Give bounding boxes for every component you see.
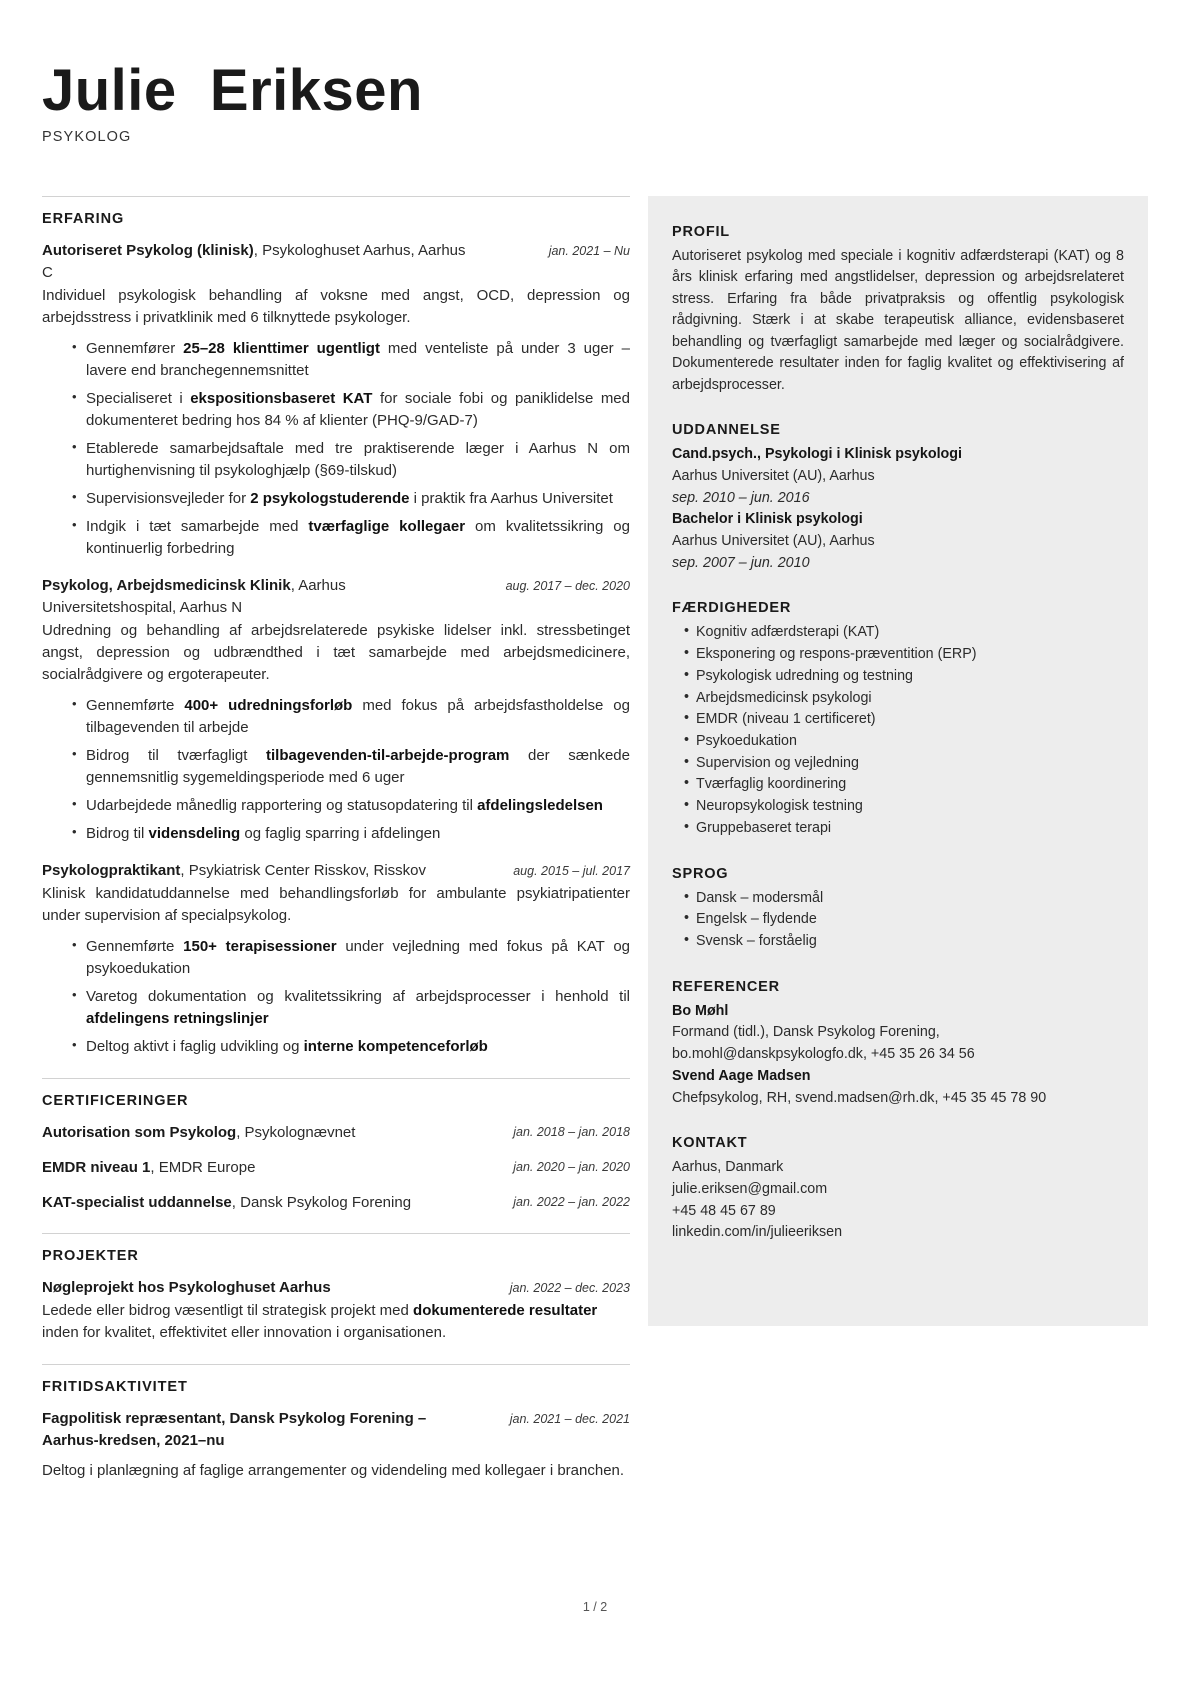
education-school: Aarhus Universitet (AU), Aarhus (672, 467, 875, 484)
sidebar-block-references (672, 979, 1124, 1110)
contact-line: +45 48 45 67 89 (672, 1202, 776, 1219)
entry-bullet: • Indgik i tæt samarbejde med tværfaglige kollegaer om kvalitetssikring og kontinuerlig forbedring (72, 516, 630, 560)
sidebar-block-contact (672, 1135, 1124, 1244)
main-column (42, 196, 630, 1502)
education-degree: Bachelor i Klinisk psykologi (672, 511, 863, 528)
skill-item: • Psykologisk udredning og testning (684, 666, 1124, 688)
job-title: PSYKOLOG (42, 129, 132, 145)
entry-bullet: • Specialiseret i ekspositionsbaseret KAT for sociale fobi og paniklidelse med dokumenteret bedring hos 84 % af klienter (PHQ-9/GAD-7) (72, 388, 630, 432)
section-title-projects: PROJEKTER (42, 1248, 139, 1265)
section-leisure (42, 1364, 630, 1482)
leisure-description: Deltog i planlægning af faglige arrangementer og videndeling med kollegaer i branchen. (42, 1461, 625, 1479)
leisure-title: Fagpolitisk repræsentant, Dansk Psykolog Forening – Aarhus-kredsen, 2021–nu (42, 1410, 427, 1449)
skill-item: • Arbejdsmedicinsk psykologi (684, 688, 1124, 710)
entry-bullet: • Supervisionsvejleder for 2 psykologstuderende i praktik fra Aarhus Universitet (72, 488, 630, 510)
leisure-entries (42, 1408, 630, 1482)
experience-entry (42, 575, 630, 845)
section-title-certifications: CERTIFICERINGER (42, 1093, 189, 1110)
entry-description: Klinisk kandidatuddannelse med behandlingsforløb for ambulante psykiatripatienter under supervision af specialpsykolog. (42, 884, 630, 924)
section-experience (42, 196, 630, 1058)
sidebar-block-education (672, 422, 1124, 574)
project-description: Ledede eller bidrog væsentligt til strategisk projekt med dokumenterede resultater inden for kvalitet, effektivitet eller innovation i organisationen. (42, 1302, 598, 1342)
entry-heading (42, 1277, 630, 1299)
section-divider (42, 1078, 630, 1079)
skill-item: • Kognitiv adfærdsterapi (KAT) (684, 622, 1124, 644)
certification-title: KAT-specialist uddannelse (42, 1193, 232, 1211)
sidebar-title-contact: KONTAKT (672, 1135, 748, 1152)
entry-subtitle: , Psykiatrisk Center Risskov, Risskov (180, 861, 426, 879)
skills-list (672, 622, 1124, 839)
languages-list (672, 888, 1124, 953)
entry-heading (42, 1408, 630, 1452)
entry-title: Autoriseret Psykolog (klinisk) (42, 242, 254, 259)
skill-item: • Neuropsykologisk testning (684, 796, 1124, 818)
entry-bullet-list (42, 936, 630, 1058)
contact-line: Aarhus, Danmark (672, 1159, 784, 1176)
entry-bullet: • Varetog dokumentation og kvalitetssikring af arbejdsprocesser i henhold til afdelingens retningslinjer (72, 986, 630, 1030)
entry-date: aug. 2015 – jul. 2017 (513, 863, 630, 878)
entry-bullet: • Gennemførte 150+ terapisessioner under vejledning med fokus på KAT og psykoedukation (72, 936, 630, 980)
reference-name: Svend Aage Madsen (672, 1067, 811, 1084)
section-divider (42, 1233, 630, 1234)
sidebar-title-languages: SPROG (672, 865, 729, 882)
skill-item: • Supervision og vejledning (684, 753, 1124, 775)
sidebar-title-profile: PROFIL (672, 224, 730, 240)
certification-row (42, 1122, 630, 1144)
section-certifications (42, 1078, 630, 1213)
language-item: • Dansk – modersmål (684, 888, 1124, 910)
entry-description: Udredning og behandling af arbejdsrelaterede psykiske lidelser inkl. stressbetinget angst, depression og udbrændthed i tæt samarbejde med arbejdsmedicinere, socialrådgivere og ergoterapeuter. (42, 621, 630, 683)
certification-date: jan. 2018 – jan. 2018 (513, 1125, 630, 1140)
language-item: • Svensk – forståelig (684, 931, 1124, 953)
entry-heading (42, 240, 630, 284)
skill-item: • EMDR (niveau 1 certificeret) (684, 709, 1124, 731)
education-items (672, 444, 1124, 574)
project-entries (42, 1277, 630, 1344)
entry-description: Individuel psykologisk behandling af voksne med angst, OCD, depression og arbejdsstress i privatklinik med 6 tilknyttede psykologer. (42, 286, 630, 326)
section-title-leisure: FRITIDSAKTIVITET (42, 1379, 188, 1396)
entry-heading (42, 860, 630, 882)
entry-bullet: • Deltog aktivt i faglig udvikling og interne kompetenceforløb (72, 1036, 630, 1058)
page-title: Julie Eriksen (42, 58, 423, 123)
entry-date: aug. 2017 – dec. 2020 (505, 579, 630, 594)
entry-subtitle: , Psykologhuset Aarhus, Aarhus C (42, 242, 466, 281)
certification-date: jan. 2020 – jan. 2020 (513, 1159, 630, 1174)
entry-bullet: • Bidrog til vidensdeling og faglig sparring i afdelingen (72, 823, 630, 845)
sidebar-title-skills: FÆRDIGHEDER (672, 600, 792, 617)
skill-item: • Eksponering og respons-præventition (ERP) (684, 644, 1124, 666)
resume-header (42, 58, 642, 145)
entry-bullet-list (42, 695, 630, 845)
project-entry (42, 1277, 630, 1344)
section-title-experience: ERFARING (42, 211, 125, 227)
leisure-date: jan. 2021 – dec. 2021 (509, 1412, 630, 1427)
reference-items (672, 1001, 1124, 1110)
certification-rows (42, 1122, 630, 1213)
leisure-entry (42, 1408, 630, 1482)
reference-detail: Formand (tidl.), Dansk Psykolog Forening, bo.mohl@danskpsykologfo.dk, +45 35 26 34 56 (672, 1024, 975, 1063)
entry-heading (42, 575, 630, 619)
profile-text: Autoriseret psykolog med speciale i kognitiv adfærdsterapi (KAT) og 8 års klinisk erfaring med angstlidelser, depression og arbejdsrelateret stress. Erfaring fra både privatpraksis og offentlig psykologisk rådgivning. Stærk i at skabe terapeutisk alliance, evidensbaseret behandling og tværfagligt samarbejde med læger og socialrådgivere. Dokumenterede resultater inden for faglig kvalitet og effektivisering af arbejdsprocesser. (672, 248, 1124, 393)
skill-item: • Gruppebaseret terapi (684, 818, 1124, 840)
certification-title: Autorisation som Psykolog (42, 1124, 237, 1142)
skill-item: • Psykoedukation (684, 731, 1124, 753)
education-school: Aarhus Universitet (AU), Aarhus (672, 532, 875, 549)
project-date: jan. 2022 – dec. 2023 (509, 1281, 630, 1296)
contact-line: julie.eriksen@gmail.com (672, 1181, 828, 1198)
sidebar (648, 196, 1148, 1326)
entry-bullet: • Udarbejdede månedlig rapportering og statusopdatering til afdelingsledelsen (72, 795, 630, 817)
certification-row (42, 1192, 630, 1214)
project-title: Nøgleprojekt hos Psykologhuset Aarhus (42, 1279, 331, 1297)
entry-bullet-list (42, 338, 630, 560)
contact-line: linkedin.com/in/julieeriksen (672, 1224, 843, 1241)
entry-bullet: • Gennemførte 400+ udredningsforløb med fokus på arbejdsfastholdelse og tilbagevenden til arbejde (72, 695, 630, 739)
section-projects (42, 1233, 630, 1344)
sidebar-title-education: UDDANNELSE (672, 422, 781, 439)
certification-issuer: , EMDR Europe (150, 1158, 256, 1176)
language-item: • Engelsk – flydende (684, 909, 1124, 931)
sidebar-block-skills (672, 600, 1124, 839)
skill-item: • Tværfaglig koordinering (684, 774, 1124, 796)
certification-issuer: , Psykolognævnet (236, 1124, 356, 1142)
education-degree: Cand.psych., Psykologi i Klinisk psykologi (672, 446, 962, 463)
sidebar-title-references: REFERENCER (672, 978, 780, 995)
certification-title: EMDR niveau 1 (42, 1158, 151, 1176)
entry-title: Psykolog, Arbejdsmedicinsk Klinik (42, 577, 291, 595)
reference-detail: Chefpsykolog, RH, svend.madsen@rh.dk, +45 35 45 78 90 (672, 1089, 1047, 1106)
certification-date: jan. 2022 – jan. 2022 (513, 1194, 630, 1209)
experience-entries (42, 240, 630, 1058)
sidebar-block-profile (672, 224, 1124, 396)
experience-entry (42, 240, 630, 560)
section-divider (42, 1364, 630, 1365)
page-number: 1 / 2 (582, 1600, 608, 1614)
section-divider (42, 196, 630, 197)
reference-name: Bo Møhl (672, 1002, 729, 1019)
entry-bullet: • Etablerede samarbejdsaftale med tre praktiserende læger i Aarhus N om hurtighenvisning til psykologhjælp (§69-tilskud) (72, 438, 630, 482)
experience-entry (42, 860, 630, 1058)
entry-bullet: • Bidrog til tværfagligt tilbagevenden-til-arbejde-program der sænkede gennemsnitlig sygemeldingsperiode med 6 uger (72, 745, 630, 789)
education-date: sep. 2010 – jun. 2016 (672, 489, 810, 506)
education-date: sep. 2007 – jun. 2010 (672, 554, 810, 571)
entry-bullet: • Gennemfører 25–28 klienttimer ugentligt med venteliste på under 3 uger – lavere end branchegennemsnittet (72, 338, 630, 382)
entry-subtitle: , Aarhus Universitetshospital, Aarhus N (42, 577, 346, 616)
sidebar-block-languages (672, 866, 1124, 953)
certification-issuer: , Dansk Psykolog Forening (231, 1193, 412, 1211)
entry-title: Psykologpraktikant (42, 861, 181, 879)
contact-lines (672, 1157, 1124, 1244)
certification-row (42, 1157, 630, 1179)
entry-date: jan. 2021 – Nu (548, 244, 630, 258)
